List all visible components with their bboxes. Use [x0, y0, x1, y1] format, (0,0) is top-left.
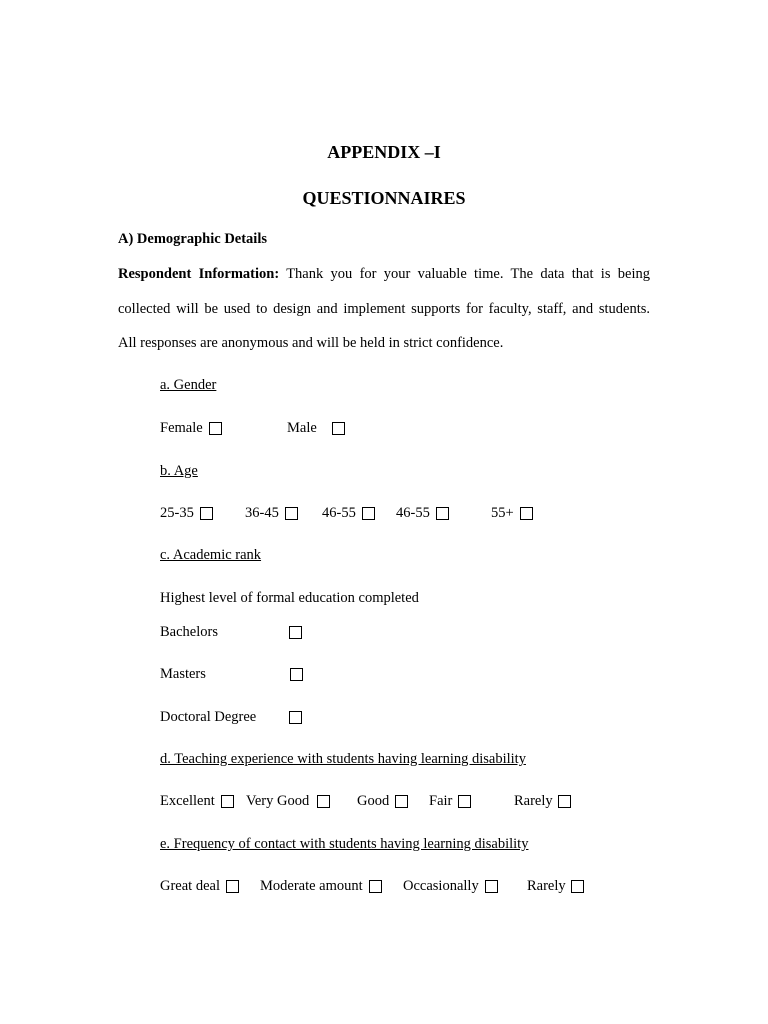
teaching-experience-heading: d. Teaching experience with students having learning disability — [160, 751, 526, 767]
option-label-age-46-55-a: 46-55 — [322, 505, 356, 521]
checkbox-rarely-experience[interactable] — [558, 795, 571, 808]
option-label-rarely-contact: Rarely — [527, 878, 566, 894]
option-label-great-deal: Great deal — [160, 878, 220, 894]
option-label-age-36-45: 36-45 — [245, 505, 279, 521]
checkbox-age-36-45[interactable] — [285, 507, 298, 520]
age-heading: b. Age — [160, 463, 198, 479]
page-title: APPENDIX –I — [327, 142, 441, 162]
checkbox-age-55-plus[interactable] — [520, 507, 533, 520]
checkbox-occasionally[interactable] — [485, 880, 498, 893]
checkbox-age-25-35[interactable] — [200, 507, 213, 520]
checkbox-age-46-55-a[interactable] — [362, 507, 375, 520]
respondent-label: Respondent Information: — [118, 266, 280, 282]
intro-line-1 — [118, 266, 650, 283]
checkbox-good[interactable] — [395, 795, 408, 808]
option-label-good: Good — [357, 793, 390, 809]
checkbox-doctoral-degree[interactable] — [289, 711, 302, 724]
option-label-fair: Fair — [429, 793, 453, 809]
checkbox-male[interactable] — [332, 422, 345, 435]
education-prompt: Highest level of formal education completed — [160, 590, 419, 606]
option-label-doctoral-degree: Doctoral Degree — [160, 709, 257, 725]
option-label-excellent: Excellent — [160, 793, 215, 809]
intro-line-2: collected will be used to design and implement supports for faculty, staff, and students. — [118, 301, 650, 317]
option-label-rarely-experience: Rarely — [514, 793, 553, 809]
option-label-bachelors: Bachelors — [160, 624, 218, 640]
contact-frequency-heading: e. Frequency of contact with students having learning disability — [160, 836, 529, 852]
checkbox-fair[interactable] — [458, 795, 471, 808]
option-label-female: Female — [160, 420, 203, 436]
checkbox-bachelors[interactable] — [289, 626, 302, 639]
checkbox-very-good[interactable] — [317, 795, 330, 808]
checkbox-masters[interactable] — [290, 668, 303, 681]
option-label-occasionally: Occasionally — [403, 878, 479, 894]
checkbox-great-deal[interactable] — [226, 880, 239, 893]
option-label-age-55-plus: 55+ — [491, 505, 514, 521]
gender-heading: a. Gender — [160, 377, 217, 393]
option-label-moderate-amount: Moderate amount — [260, 878, 363, 894]
checkbox-excellent[interactable] — [221, 795, 234, 808]
checkbox-female[interactable] — [209, 422, 222, 435]
page-subtitle: QUESTIONNAIRES — [302, 188, 466, 208]
option-label-age-25-35: 25-35 — [160, 505, 194, 521]
option-label-very-good: Very Good — [246, 793, 310, 809]
option-label-masters: Masters — [160, 666, 206, 682]
checkbox-moderate-amount[interactable] — [369, 880, 382, 893]
section-heading: A) Demographic Details — [118, 231, 268, 247]
academic-rank-heading: c. Academic rank — [160, 547, 262, 563]
intro-text-1: Thank you for your valuable time. The data that is being — [286, 266, 650, 282]
option-label-male: Male — [287, 420, 317, 436]
intro-line-3: All responses are anonymous and will be held in strict confidence. — [118, 335, 504, 351]
checkbox-age-46-55-b[interactable] — [436, 507, 449, 520]
checkbox-rarely-contact[interactable] — [571, 880, 584, 893]
option-label-age-46-55-b: 46-55 — [396, 505, 430, 521]
